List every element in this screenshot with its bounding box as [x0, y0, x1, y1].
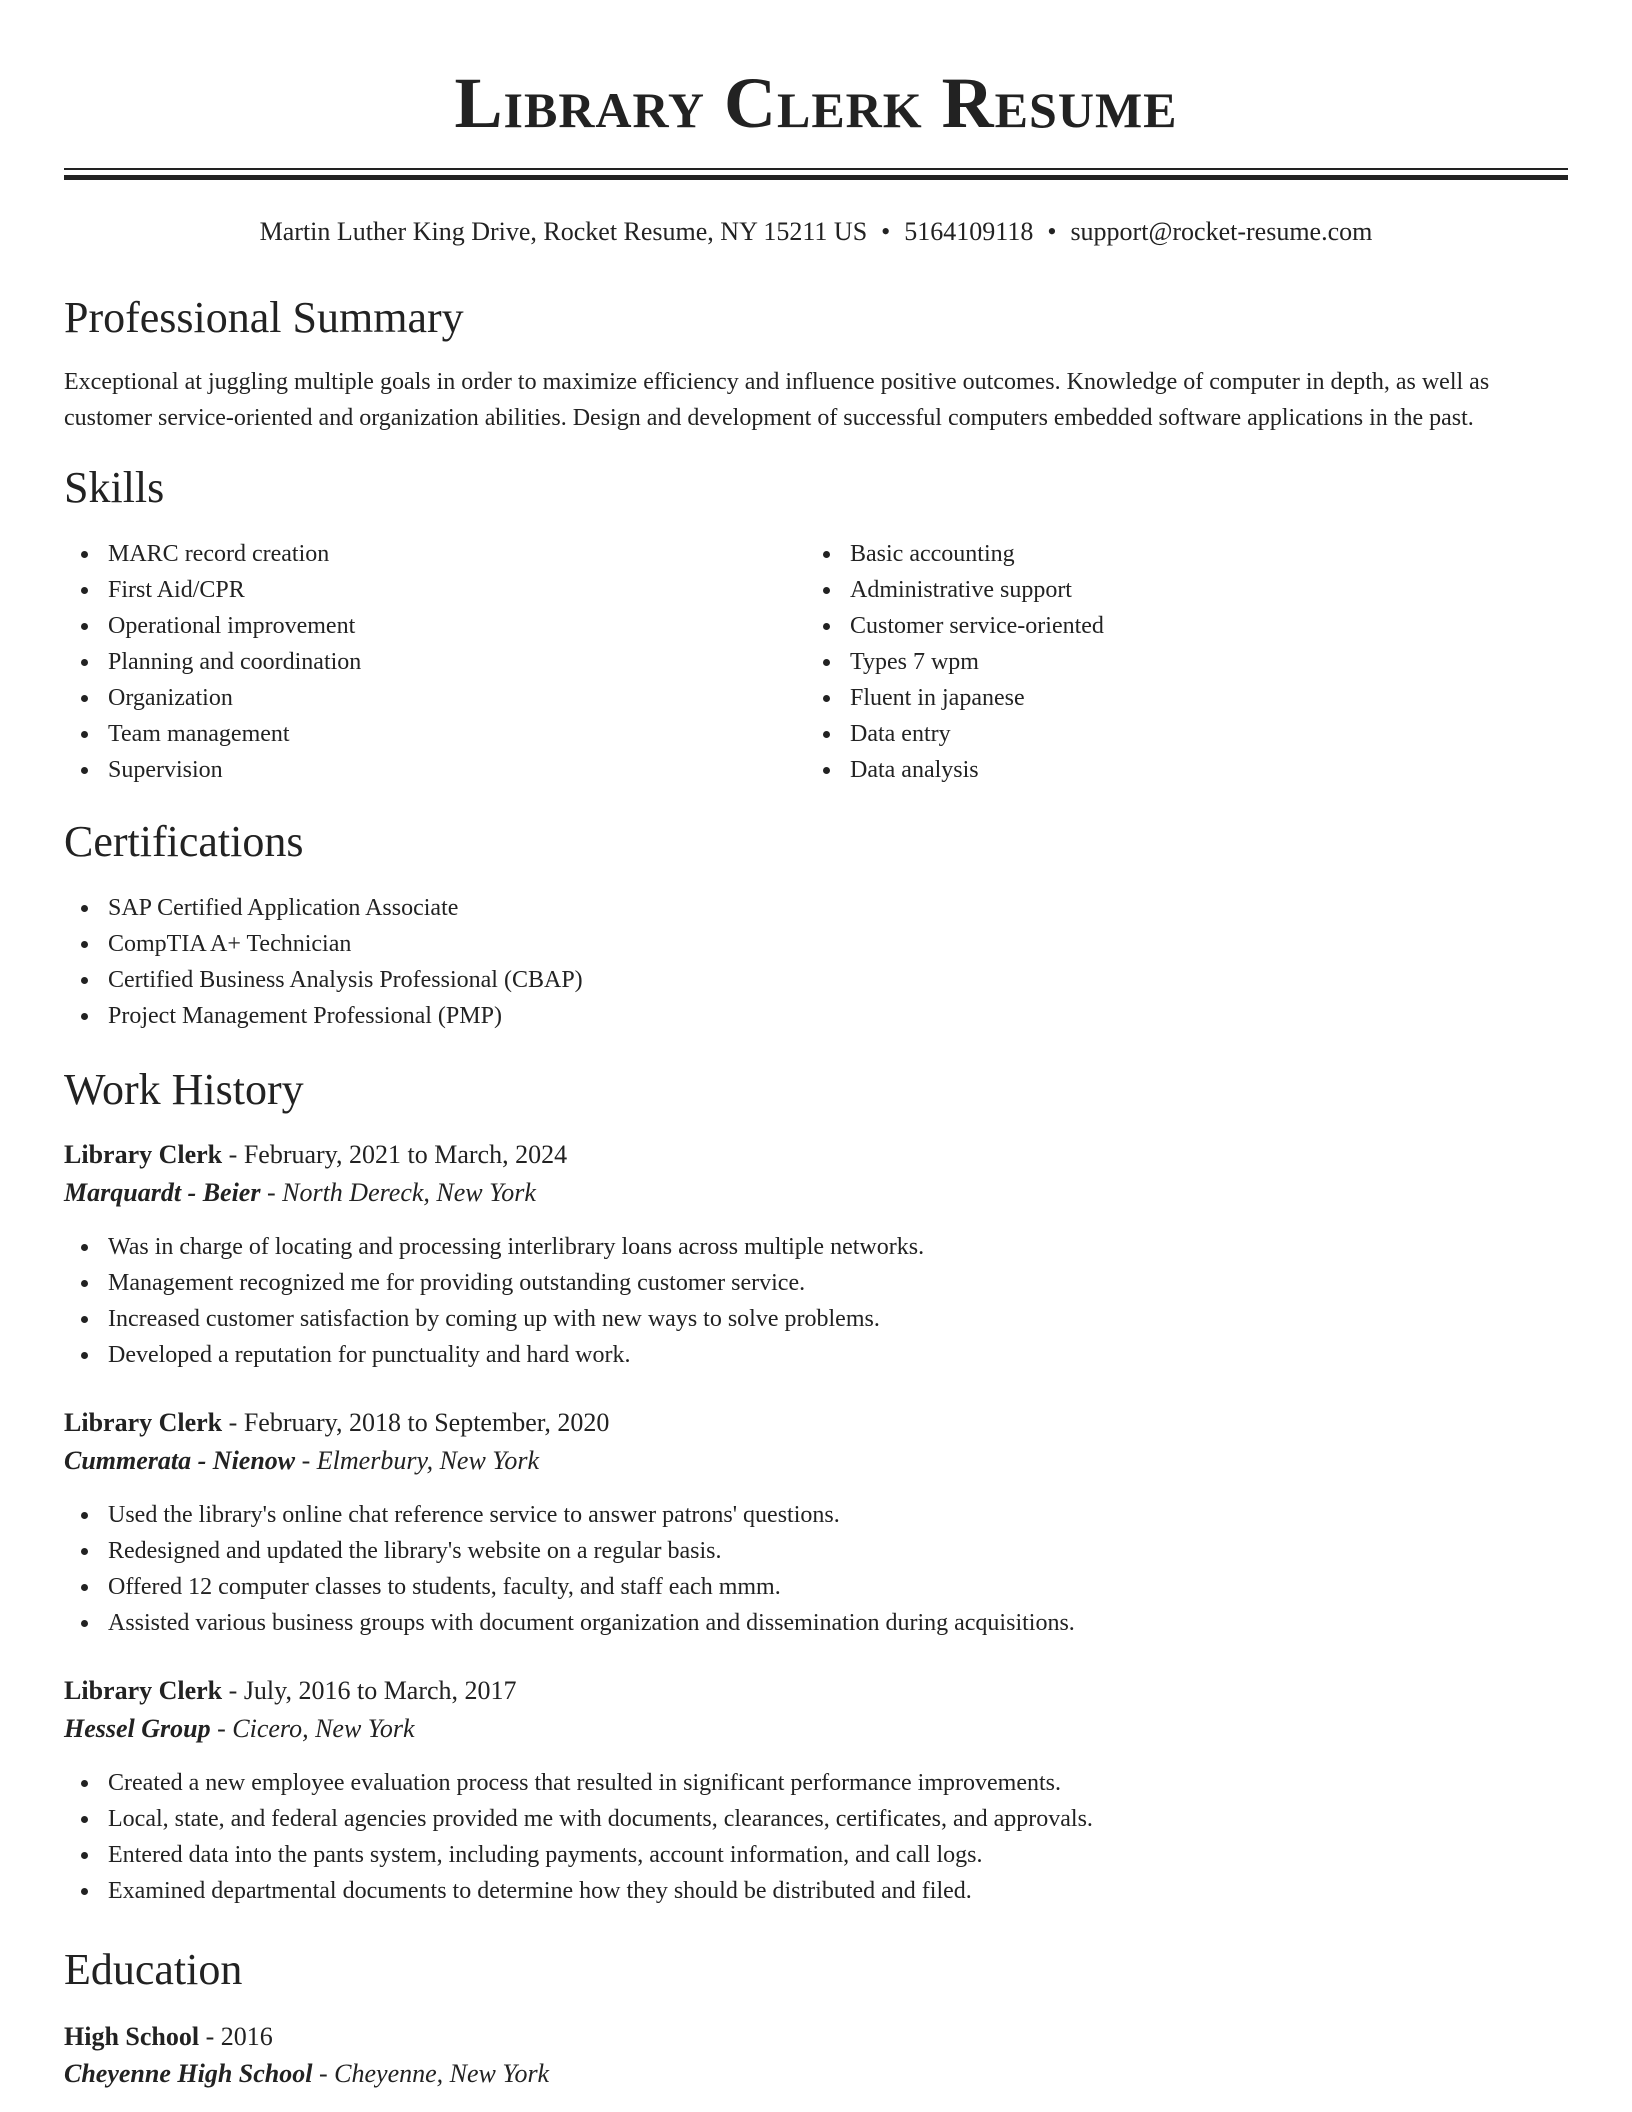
bullet-icon	[81, 623, 88, 630]
contact-line	[0, 212, 1632, 252]
list-item: Data analysis	[806, 752, 1104, 788]
contact-email: support@rocket-resume.com	[1070, 217, 1373, 246]
bullet-icon	[81, 1584, 88, 1591]
bullet-icon	[81, 1780, 88, 1787]
bullet-icon	[823, 659, 830, 666]
bullet-icon	[81, 1852, 88, 1859]
list-item: SAP Certified Application Associate	[64, 890, 583, 926]
job-title: Library Clerk	[64, 1408, 223, 1437]
list-item: Local, state, and federal agencies provided me with documents, clearances, certificates, and approvals.	[64, 1801, 1093, 1837]
list-item: Project Management Professional (PMP)	[64, 998, 583, 1034]
list-item: Types 7 wpm	[806, 644, 1104, 680]
employer-location: - Cicero, New York	[210, 1714, 415, 1743]
title-rule-thick	[64, 175, 1568, 180]
work-history-heading: Work History	[64, 1065, 304, 1114]
bullet-icon	[823, 731, 830, 738]
bullet-icon	[81, 1244, 88, 1251]
list-item: Data entry	[806, 716, 1104, 752]
bullet-icon	[81, 1352, 88, 1359]
bullet-icon	[81, 1816, 88, 1823]
list-item: CompTIA A+ Technician	[64, 926, 583, 962]
employer-name: Marquardt - Beier	[64, 1178, 261, 1207]
contact-phone: 5164109118	[904, 217, 1034, 246]
list-item: Entered data into the pants system, including payments, account information, and call logs.	[64, 1837, 1093, 1873]
school-line	[64, 2055, 549, 2093]
education-heading: Education	[64, 1945, 243, 1994]
bullet-icon	[823, 767, 830, 774]
skills-list-left	[64, 536, 361, 788]
bullet-icon	[81, 731, 88, 738]
employer-line	[64, 1174, 536, 1212]
contact-separator: •	[1047, 217, 1057, 246]
contact-address: Martin Luther King Drive, Rocket Resume, NY 15211 US	[259, 217, 868, 246]
job-dates: - February, 2021 to March, 2024	[222, 1140, 568, 1169]
bullet-icon	[823, 623, 830, 630]
summary-text: Exceptional at juggling multiple goals in order to maximize efficiency and influence positive outcomes. Knowledge of computer in depth, as well as customer service-oriented and organization abilities. Design and development of successful computers embedded software applications in the past.	[64, 369, 1490, 431]
job-bullets	[64, 1497, 1075, 1641]
degree-year: - 2016	[199, 2022, 273, 2051]
certifications-heading: Certifications	[64, 817, 304, 866]
bullet-icon	[81, 587, 88, 594]
bullet-icon	[823, 695, 830, 702]
certifications-list	[64, 890, 583, 1034]
bullet-icon	[81, 659, 88, 666]
job-header	[64, 1672, 517, 1710]
bullet-icon	[823, 587, 830, 594]
employer-name: Cummerata - Nienow	[64, 1446, 296, 1475]
list-item: Redesigned and updated the library's website on a regular basis.	[64, 1533, 1075, 1569]
bullet-icon	[81, 1512, 88, 1519]
job-bullets	[64, 1229, 924, 1373]
bullet-icon	[81, 941, 88, 948]
bullet-icon	[81, 1013, 88, 1020]
list-item: Supervision	[64, 752, 361, 788]
list-item: Operational improvement	[64, 608, 361, 644]
employer-name: Hessel Group	[64, 1714, 211, 1743]
skills-heading: Skills	[64, 463, 165, 512]
school-location: - Cheyenne, New York	[312, 2059, 550, 2088]
job-title: Library Clerk	[64, 1140, 223, 1169]
school-name: Cheyenne High School	[64, 2059, 313, 2088]
employer-location: - Elmerbury, New York	[295, 1446, 540, 1475]
employer-location: - North Dereck, New York	[260, 1178, 536, 1207]
summary-heading: Professional Summary	[64, 293, 464, 342]
list-item: Team management	[64, 716, 361, 752]
list-item: Organization	[64, 680, 361, 716]
job-dates: - July, 2016 to March, 2017	[222, 1676, 517, 1705]
list-item: Was in charge of locating and processing interlibrary loans across multiple networks.	[64, 1229, 924, 1265]
job-bullets	[64, 1765, 1093, 1909]
list-item: Assisted various business groups with document organization and dissemination during acquisitions.	[64, 1605, 1075, 1641]
degree-line	[64, 2018, 273, 2056]
bullet-icon	[81, 1316, 88, 1323]
list-item: First Aid/CPR	[64, 572, 361, 608]
list-item: Used the library's online chat reference service to answer patrons' questions.	[64, 1497, 1075, 1533]
bullet-icon	[81, 1620, 88, 1627]
contact-separator: •	[881, 217, 891, 246]
bullet-icon	[81, 1280, 88, 1287]
bullet-icon	[81, 767, 88, 774]
list-item: Examined departmental documents to determine how they should be distributed and filed.	[64, 1873, 1093, 1909]
list-item: Basic accounting	[806, 536, 1104, 572]
degree-name: High School	[64, 2022, 200, 2051]
list-item: Increased customer satisfaction by coming up with new ways to solve problems.	[64, 1301, 924, 1337]
list-item: Planning and coordination	[64, 644, 361, 680]
bullet-icon	[81, 977, 88, 984]
bullet-icon	[81, 1888, 88, 1895]
list-item: Offered 12 computer classes to students, faculty, and staff each mmm.	[64, 1569, 1075, 1605]
list-item: Administrative support	[806, 572, 1104, 608]
job-header	[64, 1136, 567, 1174]
list-item: Certified Business Analysis Professional (CBAP)	[64, 962, 583, 998]
bullet-icon	[823, 551, 830, 558]
job-dates: - February, 2018 to September, 2020	[222, 1408, 610, 1437]
bullet-icon	[81, 905, 88, 912]
list-item: Developed a reputation for punctuality and hard work.	[64, 1337, 924, 1373]
page-title: Library Clerk Resume	[454, 63, 1178, 143]
bullet-icon	[81, 551, 88, 558]
employer-line	[64, 1442, 539, 1480]
list-item: Management recognized me for providing outstanding customer service.	[64, 1265, 924, 1301]
title-rule-thin	[64, 168, 1568, 170]
list-item: Customer service-oriented	[806, 608, 1104, 644]
bullet-icon	[81, 1548, 88, 1555]
job-header	[64, 1404, 609, 1442]
bullet-icon	[81, 695, 88, 702]
skills-list-right	[806, 536, 1104, 788]
list-item: MARC record creation	[64, 536, 361, 572]
list-item: Fluent in japanese	[806, 680, 1104, 716]
list-item: Created a new employee evaluation process that resulted in significant performance improvements.	[64, 1765, 1093, 1801]
job-title: Library Clerk	[64, 1676, 223, 1705]
employer-line	[64, 1710, 415, 1748]
